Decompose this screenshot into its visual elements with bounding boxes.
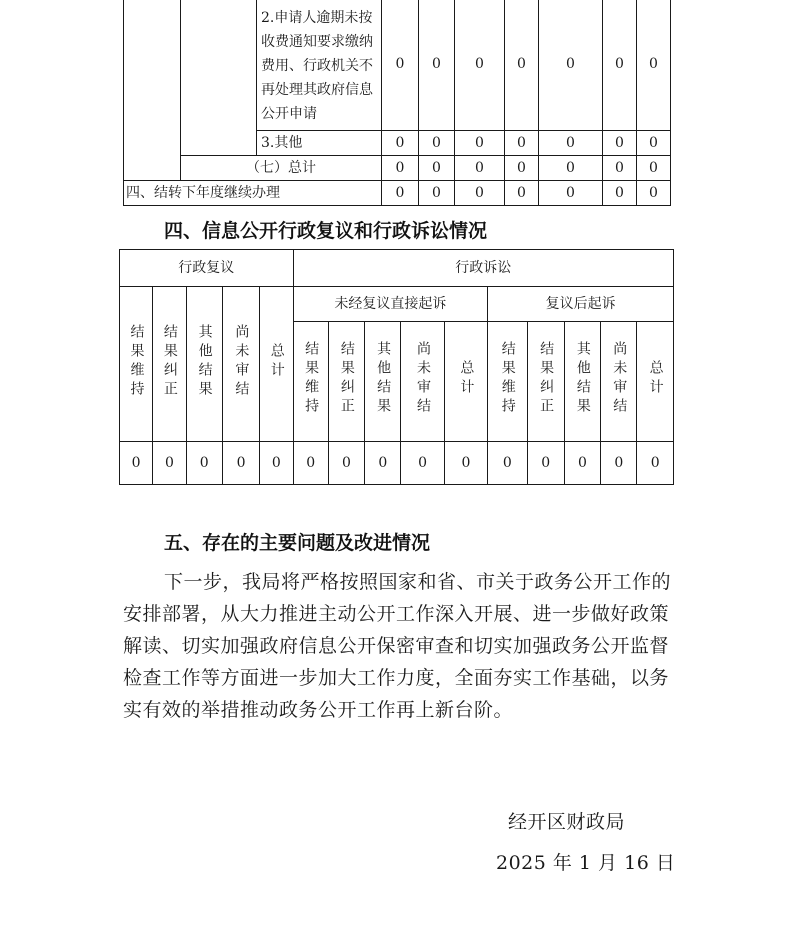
section4-heading: 四、信息公开行政复议和行政诉讼情况 [164, 220, 488, 242]
cell-value: 0 [637, 442, 674, 485]
col-header: 结果纠正 [328, 322, 364, 442]
cell-value: 0 [419, 156, 455, 181]
cell-value: 0 [505, 131, 539, 156]
cell-value: 0 [564, 442, 600, 485]
cell-value: 0 [637, 156, 671, 181]
cell-value: 0 [444, 442, 487, 485]
cell-value: 0 [603, 181, 637, 206]
cell-value: 0 [637, 131, 671, 156]
cell-value: 0 [539, 156, 603, 181]
cell-value: 0 [382, 131, 419, 156]
section5-heading: 五、存在的主要问题及改进情况 [164, 532, 431, 554]
cell-value: 0 [455, 131, 505, 156]
col-header: 结果维持 [293, 322, 328, 442]
col-header: 其他结果 [186, 287, 222, 442]
cell-value: 0 [419, 131, 455, 156]
col-header: 其他结果 [564, 322, 600, 442]
disclosure-stats-table [123, 0, 671, 206]
cell-value: 0 [455, 0, 505, 131]
cell-value: 0 [539, 0, 603, 131]
cell-value: 0 [260, 442, 293, 485]
after-review-header: 复议后起诉 [488, 287, 674, 322]
col-header: 总计 [637, 322, 674, 442]
cell-value: 0 [505, 0, 539, 131]
cell-value: 0 [328, 442, 364, 485]
direct-suit-header: 未经复议直接起诉 [293, 287, 488, 322]
cell-value: 0 [120, 442, 153, 485]
admin-review-header: 行政复议 [120, 250, 294, 287]
cell-value: 0 [455, 156, 505, 181]
cell-value: 0 [186, 442, 222, 485]
cell-value: 0 [382, 181, 419, 206]
cell-value: 0 [505, 181, 539, 206]
col-header: 结果纠正 [527, 322, 564, 442]
col-header: 尚未审结 [222, 287, 259, 442]
table-left-blank [124, 0, 181, 181]
cell-value: 0 [382, 0, 419, 131]
cell-value: 0 [505, 156, 539, 181]
cell-value: 0 [293, 442, 328, 485]
cell-value: 0 [539, 181, 603, 206]
cell-value: 0 [153, 442, 186, 485]
cell-value: 0 [365, 442, 401, 485]
col-header: 尚未审结 [401, 322, 444, 442]
admin-litigation-header: 行政诉讼 [293, 250, 673, 287]
cell-value: 0 [488, 442, 527, 485]
row-other-label: 3.其他 [257, 131, 382, 156]
cell-value: 0 [419, 181, 455, 206]
col-header: 总计 [260, 287, 293, 442]
signing-organization: 经开区财政局 [508, 811, 626, 833]
row-carryover-label: 四、结转下年度继续办理 [124, 181, 382, 206]
cell-value: 0 [637, 181, 671, 206]
signing-date: 2025 年 1 月 16 日 [496, 852, 676, 874]
review-litigation-table [119, 249, 674, 485]
cell-value: 0 [419, 0, 455, 131]
col-header: 其他结果 [365, 322, 401, 442]
col-header: 尚未审结 [601, 322, 637, 442]
cell-value: 0 [539, 131, 603, 156]
col-header: 结果维持 [488, 322, 527, 442]
cell-value: 0 [637, 0, 671, 131]
row-total-label: （七）总计 [181, 156, 382, 181]
cell-value: 0 [455, 181, 505, 206]
col-header: 总计 [444, 322, 487, 442]
cell-value: 0 [222, 442, 259, 485]
table-mid-blank [181, 0, 257, 156]
cell-value: 0 [603, 131, 637, 156]
cell-value: 0 [603, 156, 637, 181]
cell-value: 0 [382, 156, 419, 181]
cell-value: 0 [527, 442, 564, 485]
section5-paragraph: 下一步，我局将严格按照国家和省、市关于政务公开工作的安排部署，从大力推进主动公开工作深入开展、进一步做好政策解读、切实加强政府信息公开保密审查和切实加强政务公开监督检查工作等方面进一步加大工作力度，全面夯实工作基础，以务实有效的举措推动政务公开工作再上新台阶。 [123, 571, 672, 721]
cell-value: 0 [401, 442, 444, 485]
cell-value: 0 [603, 0, 637, 131]
cell-value: 0 [601, 442, 637, 485]
col-header: 结果纠正 [153, 287, 186, 442]
col-header: 结果维持 [120, 287, 153, 442]
row-late-fee-label: 2.申请人逾期未按收费通知要求缴纳费用、行政机关不再处理其政府信息公开申请 [257, 0, 382, 131]
